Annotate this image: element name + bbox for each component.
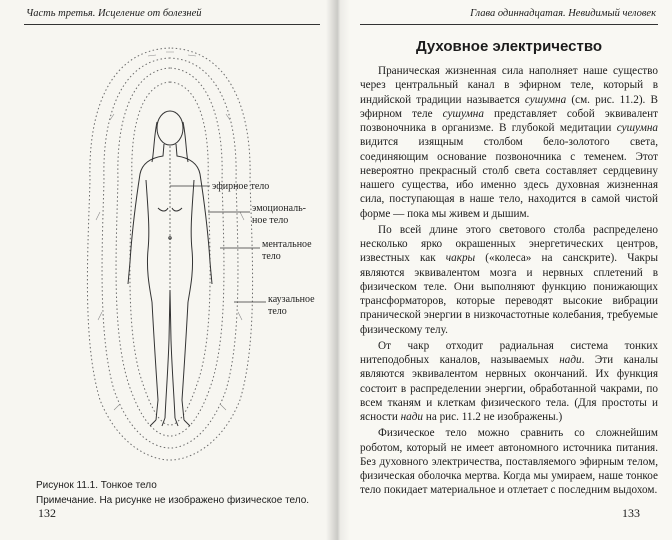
paragraph-2: По всей длине этого светового столба распределено несколько ярко окрашенных энергетических центров, известных как чакры («колеса» на санскрите). Чакры являются эквивалентом мозга и нервных сплетений в физическом теле. Они выполняют функцию понижающих трансформаторов, которые переводят высокие вибрации пранической энергии в низкочастотные колебания, требуемые физическому телу. [360,223,658,336]
right-page [338,0,672,540]
right-running-head: Глава одиннадцатая. Невидимый человек [470,8,656,19]
emotional-body-label-2: ное тело [252,215,289,226]
figure-caption [36,478,309,508]
subtle-body-illustration [70,40,320,465]
paragraph-3: От чакр отходит радиальная система тонких нитеподобных каналов, называемых нади. Эти каналы являются эквивалентом нервных окончаний. Их функция состоит в распределении энергии, обработанной чакрами, по всем тканям и клеткам физического тела. (Для простоты и ясности нади на рис. 11.2 не изображены.) [360,339,658,423]
body-text [360,64,658,498]
etheric-aura [130,82,210,425]
mental-body-label-1: ментальное [262,239,312,250]
etheric-body-label: эфирное тело [212,181,270,192]
causal-body-label-1: каузальное [268,294,315,305]
right-header-rule [360,24,658,25]
causal-body-label-2: тело [268,306,287,317]
section-title: Духовное электричество [415,38,603,55]
left-running-head: Часть третья. Исцеление от болезней [26,8,202,19]
caption-title: Рисунок 11.1. Тонкое тело [36,480,157,491]
paragraph-4: Физическое тело можно сравнить со сложнейшим роботом, который не имеет автономного источника питания. Без духовного электричества, поставляемого эфирным телом, физическая оболочка мертва. Когда мы умираем, наше тонкое тело покидает материальное и отлетает с последним выдохом. [360,427,658,497]
left-header-rule [24,24,320,25]
caption-note: Примечание. На рисунке не изображено физическое тело. [36,495,310,506]
mental-body-label-2: тело [262,251,281,262]
left-page-number: 132 [38,506,56,520]
right-page-number: 133 [622,506,640,520]
mental-aura [102,58,238,448]
subtle-body-figure [70,40,320,465]
paragraph-1: Праническая жизненная сила наполняет наше существо через центральный канал в эфирном теле, который в индийской традиции называется сушумна (см. рис. 11.2). В эфирном теле сушумна представляет собой эквивалент позвоночника в организме. В глубокой медитации сушумна видится изящным столбом бело-золотого света, соединяющим основание позвоночника с теменем. Этот невероятно прекрасный столб света составляет сердцевину нашего существа, ибо именно здесь духовная жизненная сила, поступающая в наше тело, находится в самой чистой форме — пока мы живем и дышим. [360,65,659,220]
emotional-body-label-1: эмоциональ- [252,203,306,214]
